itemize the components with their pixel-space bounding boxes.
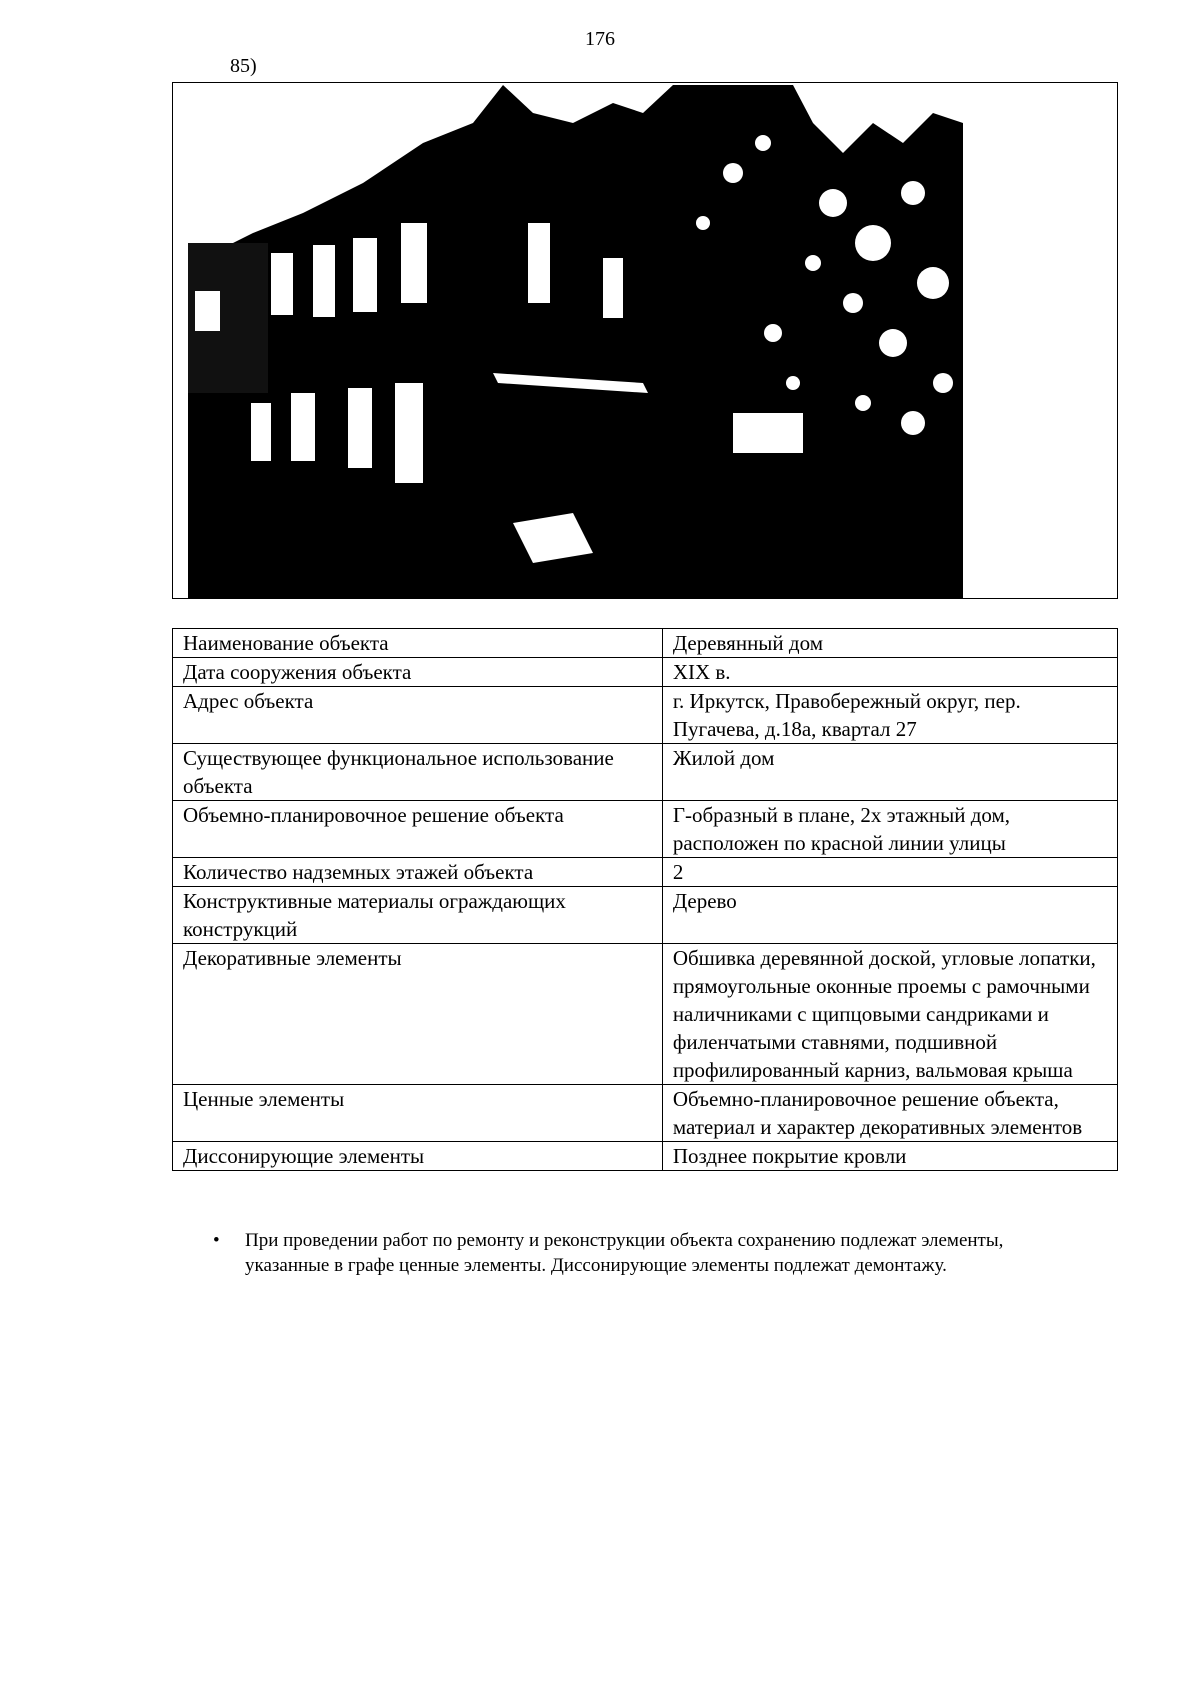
row-value: Деревянный дом: [662, 629, 1117, 658]
row-value: XIX в.: [662, 658, 1117, 687]
row-value: г. Иркутск, Правобережный округ, пер. Пугачева, д.18а, квартал 27: [662, 687, 1117, 744]
table-row: [173, 658, 1118, 687]
row-value: Г-образный в плане, 2х этажный дом, расположен по красной линии улицы: [662, 801, 1117, 858]
table-row: [173, 858, 1118, 887]
row-value: Обшивка деревянной доской, угловые лопатки, прямоугольные оконные проемы с рамочными наличниками с щипцовыми сандриками и филенчатыми ставнями, подшивной профилированный карниз, вальмовая крыша: [662, 944, 1117, 1085]
row-label: Наименование объекта: [173, 629, 663, 658]
table-row: [173, 1085, 1118, 1142]
table-row: [173, 801, 1118, 858]
row-label: Количество надземных этажей объекта: [173, 858, 663, 887]
row-label: Существующее функциональное использование объекта: [173, 744, 663, 801]
row-value: Позднее покрытие кровли: [662, 1142, 1117, 1171]
page-number: 176: [585, 28, 615, 50]
row-label: Дата сооружения объекта: [173, 658, 663, 687]
row-label: Декоративные элементы: [173, 944, 663, 1085]
row-label: Конструктивные материалы ограждающих конструкций: [173, 887, 663, 944]
row-value: 2: [662, 858, 1117, 887]
row-label: Адрес объекта: [173, 687, 663, 744]
object-properties-table: [172, 628, 1118, 1171]
row-value: Объемно-планировочное решение объекта, материал и характер декоративных элементов: [662, 1085, 1117, 1142]
row-label: Ценные элементы: [173, 1085, 663, 1142]
row-label: Диссонирующие элементы: [173, 1142, 663, 1171]
row-value: Жилой дом: [662, 744, 1117, 801]
bullet-icon: •: [213, 1230, 220, 1251]
note-text: При проведении работ по ремонту и реконструкции объекта сохранению подлежат элементы, указанные в графе ценные элементы. Диссонирующие элементы подлежат демонтажу.: [245, 1230, 1004, 1276]
house-photo-image: [173, 83, 1118, 599]
item-number: 85): [230, 55, 257, 77]
preservation-note: [205, 1228, 1085, 1278]
row-label: Объемно-планировочное решение объекта: [173, 801, 663, 858]
table-row: [173, 629, 1118, 658]
table-row: [173, 944, 1118, 1085]
house-photo: [172, 82, 1118, 599]
row-value: Дерево: [662, 887, 1117, 944]
table-row: [173, 887, 1118, 944]
table-row: [173, 687, 1118, 744]
table-row: [173, 1142, 1118, 1171]
table-row: [173, 744, 1118, 801]
